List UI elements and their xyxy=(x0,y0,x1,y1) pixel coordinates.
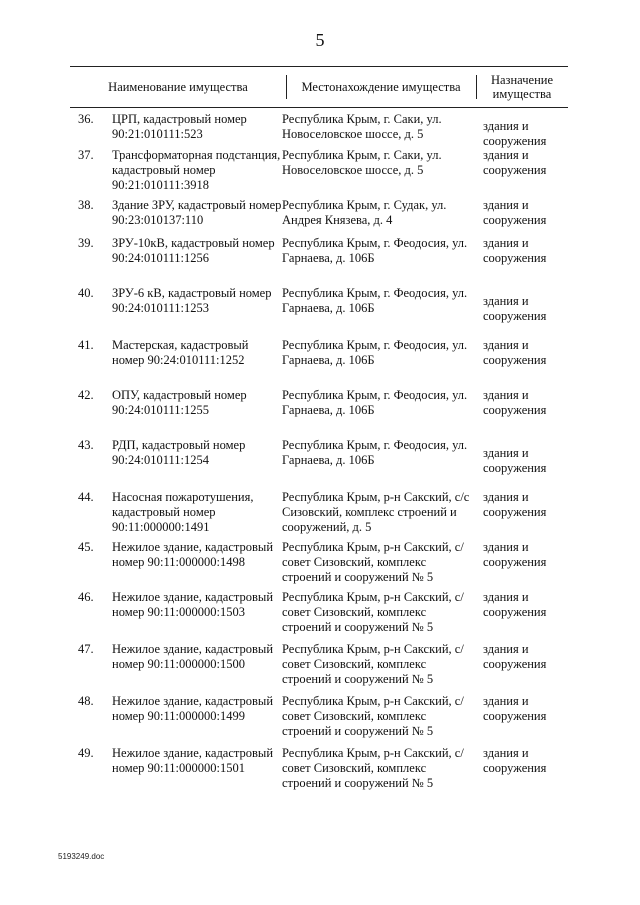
row-purpose: здания и сооружения xyxy=(483,119,547,148)
row-purpose: здания и сооружения xyxy=(483,338,547,367)
row-name: ОПУ, кадастровый номер 90:24:010111:1255 xyxy=(112,388,247,417)
row-number: 37. xyxy=(78,148,94,162)
row-number: 46. xyxy=(78,590,94,604)
row-purpose: здания и сооружения xyxy=(483,294,547,323)
row-location: Республика Крым, р-н Сакский, с/совет Сизовский, комплекс строений и сооружений № 5 xyxy=(282,746,464,790)
row-name: Нежилое здание, кадастровый номер 90:11:000000:1500 xyxy=(112,642,274,671)
row-purpose: здания и сооружения xyxy=(483,236,547,265)
row-location: Республика Крым, г. Феодосия, ул. Гарнаева, д. 106Б xyxy=(282,236,468,265)
row-location: Республика Крым, р-н Сакский, с/совет Сизовский, комплекс строений и сооружений № 5 xyxy=(282,590,464,634)
row-name: Нежилое здание, кадастровый номер 90:11:000000:1499 xyxy=(112,694,274,723)
row-location: Республика Крым, г. Саки, ул. Новоселовское шоссе, д. 5 xyxy=(282,148,442,177)
row-purpose: здания и сооружения xyxy=(483,490,547,519)
row-location: Республика Крым, г. Феодосия, ул. Гарнаева, д. 106Б xyxy=(282,286,468,315)
row-purpose: здания и сооружения xyxy=(483,446,547,475)
row-name: ЦРП, кадастровый номер 90:21:010111:523 xyxy=(112,112,247,141)
row-purpose: здания и сооружения xyxy=(483,198,547,227)
row-name: Нежилое здание, кадастровый номер 90:11:000000:1498 xyxy=(112,540,274,569)
row-purpose: здания и сооружения xyxy=(483,642,547,671)
row-name: ЗРУ-10кВ, кадастровый номер 90:24:010111:1256 xyxy=(112,236,275,265)
row-name: ЗРУ-6 кВ, кадастровый номер 90:24:010111:1253 xyxy=(112,286,272,315)
row-location: Республика Крым, р-н Сакский, с/совет Сизовский, комплекс строений и сооружений № 5 xyxy=(282,642,464,686)
row-name: Нежилое здание, кадастровый номер 90:11:000000:1503 xyxy=(112,590,274,619)
row-location: Республика Крым, р-н Сакский, с/совет Сизовский, комплекс строений и сооружений № 5 xyxy=(282,694,464,738)
row-number: 38. xyxy=(78,198,94,212)
row-name: Нежилое здание, кадастровый номер 90:11:000000:1501 xyxy=(112,746,274,775)
row-number: 40. xyxy=(78,286,94,300)
header-location: Местонахождение имущества xyxy=(301,80,461,94)
row-location: Республика Крым, г. Судак, ул. Андрея Князева, д. 4 xyxy=(282,198,447,227)
row-number: 43. xyxy=(78,438,94,452)
header-purpose: Назначение имущества xyxy=(490,73,553,101)
row-number: 41. xyxy=(78,338,94,352)
table-header xyxy=(70,66,568,108)
row-name: Мастерская, кадастровый номер 90:24:010111:1252 xyxy=(112,338,249,367)
row-purpose: здания и сооружения xyxy=(483,388,547,417)
row-number: 36. xyxy=(78,112,94,126)
row-number: 44. xyxy=(78,490,94,504)
row-purpose: здания и сооружения xyxy=(483,746,547,775)
row-location: Республика Крым, р-н Сакский, с/с Сизовский, комплекс строений и сооружений, д. 5 xyxy=(282,490,470,534)
row-location: Республика Крым, р-н Сакский, с/совет Сизовский, комплекс строений и сооружений № 5 xyxy=(282,540,464,584)
row-name: Трансформаторная подстанция, кадастровый номер 90:21:010111:3918 xyxy=(112,148,281,192)
row-number: 47. xyxy=(78,642,94,656)
header-name: Наименование имущества xyxy=(108,80,248,94)
row-number: 45. xyxy=(78,540,94,554)
row-purpose: здания и сооружения xyxy=(483,540,547,569)
row-number: 42. xyxy=(78,388,94,402)
row-location: Республика Крым, г. Феодосия, ул. Гарнаева, д. 106Б xyxy=(282,338,468,367)
row-number: 48. xyxy=(78,694,94,708)
row-purpose: здания и сооружения xyxy=(483,148,547,177)
file-reference: 5193249.doc xyxy=(58,852,105,861)
row-location: Республика Крым, г. Феодосия, ул. Гарнаева, д. 106Б xyxy=(282,438,468,467)
row-number: 39. xyxy=(78,236,94,250)
row-name: Насосная пожаротушения, кадастровый номер 90:11:000000:1491 xyxy=(112,490,254,534)
row-name: РДП, кадастровый номер 90:24:010111:1254 xyxy=(112,438,246,467)
row-name: Здание ЗРУ, кадастровый номер 90:23:010137:110 xyxy=(112,198,282,227)
row-purpose: здания и сооружения xyxy=(483,590,547,619)
row-location: Республика Крым, г. Феодосия, ул. Гарнаева, д. 106Б xyxy=(282,388,468,417)
row-number: 49. xyxy=(78,746,94,760)
row-purpose: здания и сооружения xyxy=(483,694,547,723)
page-number: 5 xyxy=(315,30,325,50)
row-location: Республика Крым, г. Саки, ул. Новоселовское шоссе, д. 5 xyxy=(282,112,442,141)
